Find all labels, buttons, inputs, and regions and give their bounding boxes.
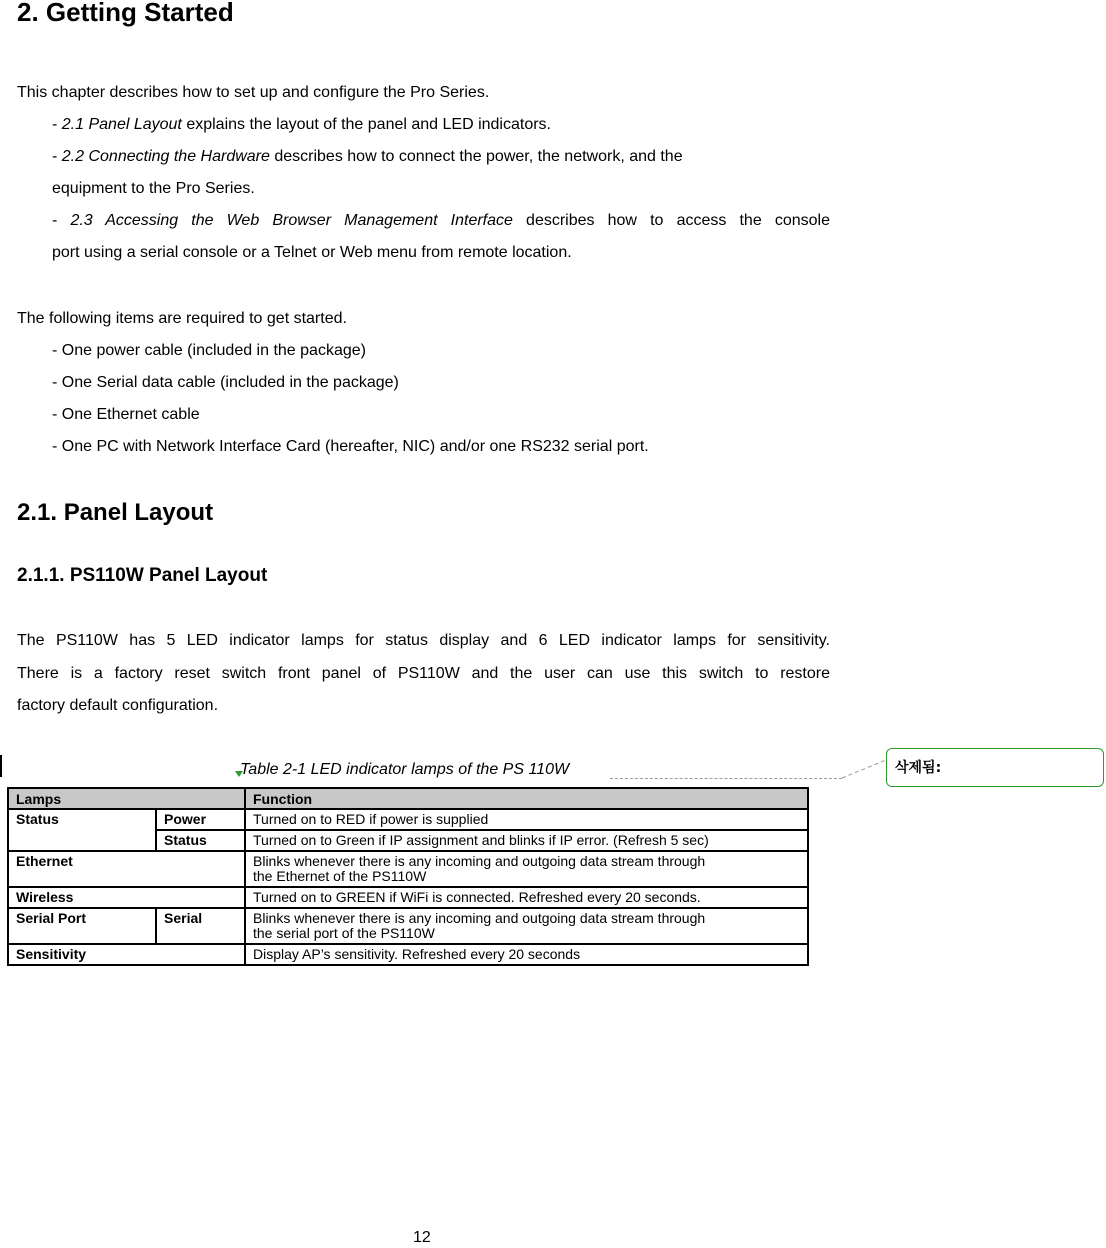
lamp-serial-port: Serial Port [8, 908, 156, 944]
function-cell: Turned on to RED if power is supplied [245, 809, 808, 830]
header-function: Function [245, 788, 808, 809]
required-item: - One PC with Network Interface Card (hereafter, NIC) and/or one RS232 serial port. [52, 438, 649, 455]
lamp-sensitivity: Sensitivity [8, 944, 245, 965]
header-lamps: Lamps [8, 788, 245, 809]
required-item: - One power cable (included in the package) [52, 342, 366, 359]
section-ref-continuation: port using a serial console or a Telnet or Web menu from remote location. [52, 244, 572, 261]
intro-text: This chapter describes how to set up and configure the Pro Series. [17, 84, 490, 101]
function-cell: Display AP’s sensitivity. Refreshed every 20 seconds [245, 944, 808, 965]
function-cell: Turned on to GREEN if WiFi is connected. Refreshed every 20 seconds. [245, 887, 808, 908]
lamp-ethernet: Ethernet [8, 851, 245, 887]
comment-connector-diagonal [840, 758, 888, 780]
section-ref-item: - 2.1 Panel Layout explains the layout of the panel and LED indicators. [52, 116, 551, 133]
lamp-status: Status [8, 809, 156, 851]
panel-paragraph-line: The PS110W has 5 LED indicator lamps for status display and 6 LED indicator lamps for sensitivity. [17, 632, 830, 649]
panel-paragraph-line: There is a factory reset switch front panel of PS110W and the user can use this switch to restore [17, 665, 830, 682]
panel-paragraph-line: factory default configuration. [17, 697, 219, 714]
table-header-row [8, 788, 808, 809]
table-caption: Table 2-1 LED indicator lamps of the PS 110W [240, 761, 570, 778]
page-number: 12 [413, 1229, 431, 1246]
section-ref-link: 2.1 Panel Layout [61, 116, 182, 133]
comment-connector [610, 778, 842, 779]
section-ref-link: 2.3 Accessing the Web Browser Management Interface [70, 212, 513, 229]
lamp-power: Power [156, 809, 245, 830]
section-ref-continuation: equipment to the Pro Series. [52, 180, 255, 197]
table-row [8, 908, 808, 944]
table-row [8, 809, 808, 830]
change-bar [0, 755, 2, 777]
function-cell: Turned on to Green if IP assignment and blinks if IP error. (Refresh 5 sec) [245, 830, 808, 851]
function-cell: Blinks whenever there is any incoming and outgoing data stream through the Ethernet of the PS110W [245, 851, 808, 887]
section-title: 2.1. Panel Layout [17, 499, 214, 526]
required-item: - One Serial data cable (included in the package) [52, 374, 399, 391]
lamp-wireless: Wireless [8, 887, 245, 908]
section-ref-item: - 2.2 Connecting the Hardware describes how to connect the power, the network, and the [52, 148, 683, 165]
lamp-status-sub: Status [156, 830, 245, 851]
table-row [8, 851, 808, 887]
led-indicator-table [7, 787, 809, 966]
required-item: - One Ethernet cable [52, 406, 200, 423]
section-ref-link: 2.2 Connecting the Hardware [61, 148, 270, 165]
chapter-title: 2. Getting Started [17, 0, 234, 27]
required-intro: The following items are required to get started. [17, 310, 347, 327]
table-row [8, 944, 808, 965]
table-row [8, 887, 808, 908]
subsection-title: 2.1.1. PS110W Panel Layout [17, 565, 268, 586]
comment-anchor-icon[interactable] [235, 771, 243, 777]
revision-comment-balloon[interactable] [886, 748, 1104, 787]
comment-label: 삭제됨: [895, 760, 942, 776]
function-cell: Blinks whenever there is any incoming and outgoing data stream through the serial port of the PS110W [245, 908, 808, 944]
section-ref-item: - 2.3 Accessing the Web Browser Management Interface describes how to access the console [52, 212, 830, 229]
lamp-serial: Serial [156, 908, 245, 944]
